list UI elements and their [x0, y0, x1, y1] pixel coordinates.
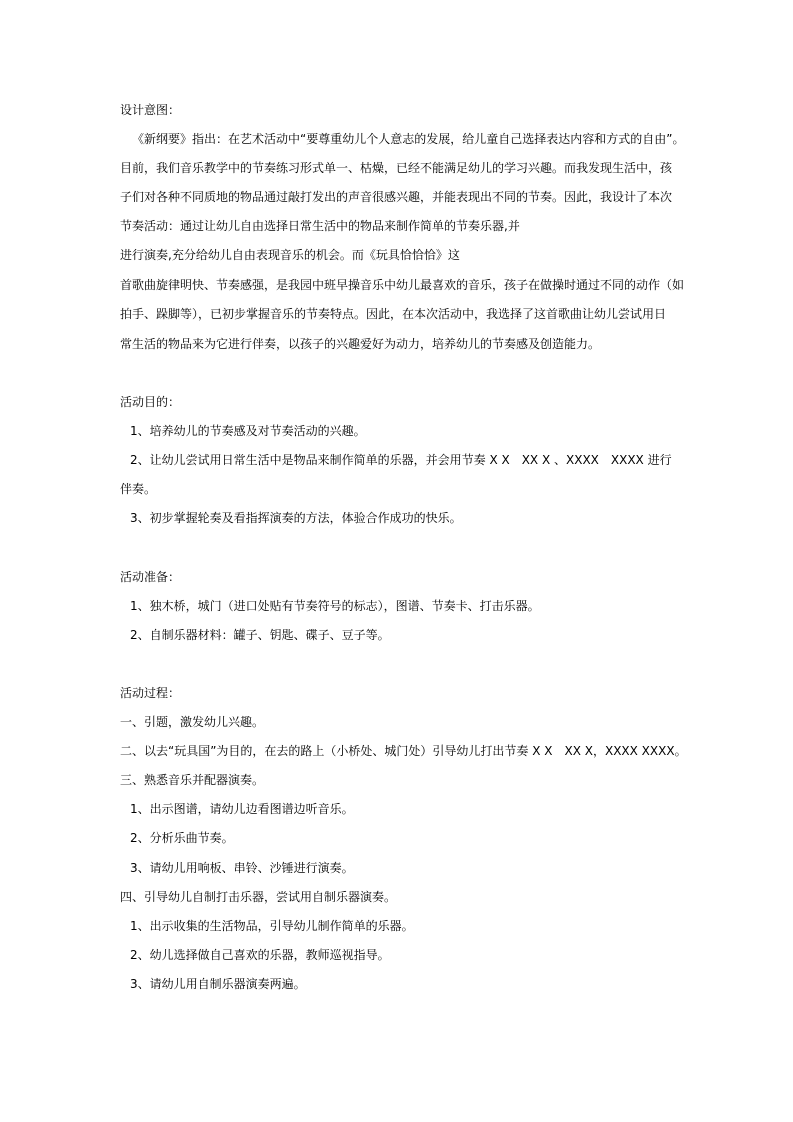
list-item: 1、独木桥，城门（进口处贴有节奏符号的标志），图谱、节奏卡、打击乐器。	[130, 599, 540, 613]
list-item: 1、出示收集的生活物品，引导幼儿制作简单的乐器。	[130, 919, 414, 933]
list-item: 一、引题，激发幼儿兴趣。	[120, 715, 265, 729]
section-heading-prep: 活动准备：	[120, 570, 181, 584]
list-item: 二、以去“玩具国”为目的，在去的路上（小桥处、城门处）引导幼儿打出节奏 X X XX X，XXXX XXXX。	[120, 744, 687, 758]
list-item: 2、自制乐器材料：罐子、钥匙、碟子、豆子等。	[130, 628, 390, 642]
list-item: 3、请幼儿用响板、串铃、沙锤进行演奏。	[130, 861, 354, 875]
list-item: 四、引导幼儿自制打击乐器，尝试用自制乐器演奏。	[120, 890, 397, 904]
paragraph-line: 目前，我们音乐教学中的节奏练习形式单一、枯燥，已经不能满足幼儿的学习兴趣。而我发现生活中，孩	[120, 161, 673, 175]
list-item: 3、初步掌握轮奏及看指挥演奏的方法，体验合作成功的快乐。	[130, 511, 462, 525]
list-item: 2、让幼儿尝试用日常生活中是物品来制作简单的乐器，并会用节奏 X X XX X 、XXXX XXXX 进行	[130, 453, 672, 467]
paragraph-line: 伴奏。	[120, 482, 157, 496]
paragraph-line: 常生活的物品来为它进行伴奏，以孩子的兴趣爱好为动力，培养幼儿的节奏感及创造能力。	[120, 337, 601, 351]
list-item: 1、培养幼儿的节奏感及对节奏活动的兴趣。	[130, 424, 366, 438]
paragraph-line: 节奏活动：通过让幼儿自由选择日常生活中的物品来制作简单的节奏乐器,并	[120, 219, 520, 233]
paragraph-line: 进行演奏,充分给幼儿自由表现音乐的机会。而《玩具恰恰恰》这	[120, 248, 460, 262]
section-heading-design: 设计意图：	[120, 103, 181, 117]
list-item: 3、请幼儿用自制乐器演奏两遍。	[130, 977, 306, 991]
section-heading-process: 活动过程：	[120, 686, 181, 700]
paragraph-line: 首歌曲旋律明快、节奏感强，是我园中班早操音乐中幼儿最喜欢的音乐，孩子在做操时通过不同的动作（如	[120, 278, 685, 292]
list-item: 2、幼儿选择做自己喜欢的乐器，教师巡视指导。	[130, 948, 390, 962]
list-item: 2、分析乐曲节奏。	[130, 831, 234, 845]
paragraph-line: 《新纲要》指出：在艺术活动中“要尊重幼儿个人意志的发展，给儿童自己选择表达内容和方式的自由”。	[132, 132, 685, 146]
paragraph-line: 拍手、跺脚等），已初步掌握音乐的节奏特点。因此，在本次活动中，我选择了这首歌曲让幼儿尝试用日	[120, 307, 667, 321]
paragraph-line: 子们对各种不同质地的物品通过敲打发出的声音很感兴趣，并能表现出不同的节奏。因此，我设计了本次	[120, 190, 673, 204]
list-item: 三、熟悉音乐并配器演奏。	[120, 773, 265, 787]
section-heading-goals: 活动目的：	[120, 395, 181, 409]
list-item: 1、出示图谱，请幼儿边看图谱边听音乐。	[130, 802, 354, 816]
